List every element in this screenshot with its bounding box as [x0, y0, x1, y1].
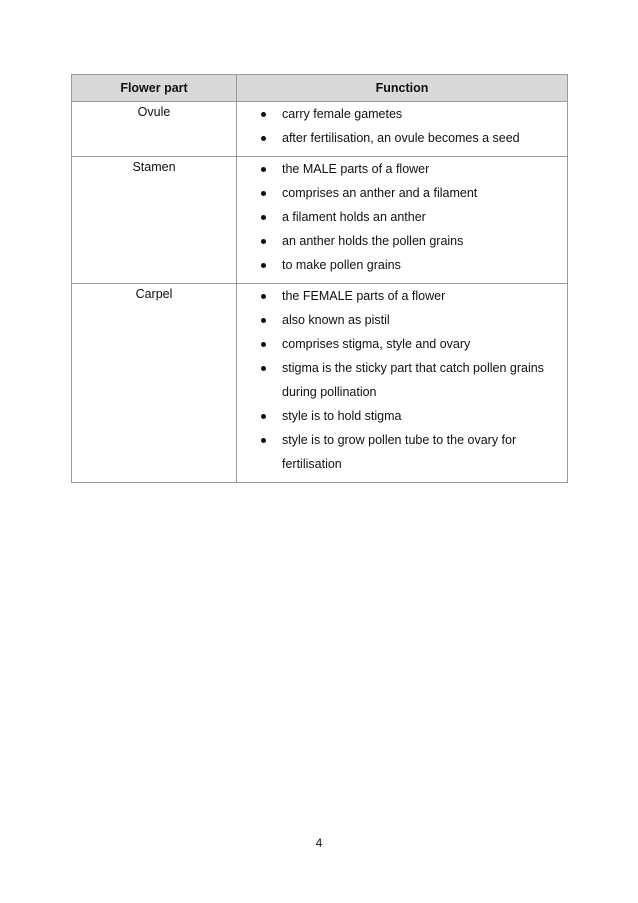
bullet-icon [261, 215, 266, 220]
list-item [261, 181, 559, 205]
bullet-icon [261, 239, 266, 244]
function-list [261, 157, 559, 277]
function-text: style is to hold stigma [282, 409, 402, 423]
list-item [261, 157, 559, 181]
bullet-icon [261, 167, 266, 172]
part-cell: Carpel [72, 284, 237, 483]
list-item [261, 205, 559, 229]
function-text: an anther holds the pollen grains [282, 234, 464, 248]
list-item [261, 308, 559, 332]
page-number: 4 [315, 836, 323, 850]
list-item [261, 284, 559, 308]
table-row [72, 284, 568, 483]
function-list [261, 102, 559, 150]
function-cell [237, 102, 568, 157]
list-item [261, 102, 559, 126]
part-cell: Ovule [72, 102, 237, 157]
function-text: carry female gametes [282, 107, 403, 121]
function-text: comprises an anther and a filament [282, 186, 478, 200]
function-text: style is to grow pollen tube to the ovary for fertilisation [282, 433, 517, 471]
bullet-icon [261, 438, 266, 443]
list-item [261, 253, 559, 277]
function-text: the FEMALE parts of a flower [282, 289, 446, 303]
function-text: after fertilisation, an ovule becomes a seed [282, 131, 520, 145]
bullet-icon [261, 318, 266, 323]
function-text: comprises stigma, style and ovary [282, 337, 471, 351]
bullet-icon [261, 414, 266, 419]
function-text: a filament holds an anther [282, 210, 426, 224]
table-row [72, 102, 568, 157]
function-cell [237, 284, 568, 483]
function-text: also known as pistil [282, 313, 390, 327]
list-item [261, 428, 559, 476]
function-list [261, 284, 559, 476]
bullet-icon [261, 342, 266, 347]
bullet-icon [261, 366, 266, 371]
table-row [72, 157, 568, 284]
list-item [261, 126, 559, 150]
flower-parts-table [71, 74, 568, 483]
header-flower-part: Flower part [72, 75, 237, 102]
list-item [261, 332, 559, 356]
function-text: the MALE parts of a flower [282, 162, 430, 176]
bullet-icon [261, 136, 266, 141]
bullet-icon [261, 112, 266, 117]
list-item [261, 229, 559, 253]
bullet-icon [261, 263, 266, 268]
table-header-row [72, 75, 568, 102]
header-function: Function [237, 75, 568, 102]
list-item [261, 404, 559, 428]
function-cell [237, 157, 568, 284]
function-text: to make pollen grains [282, 258, 401, 272]
list-item [261, 356, 559, 404]
part-cell: Stamen [72, 157, 237, 284]
function-text: stigma is the sticky part that catch pollen grains during pollination [282, 361, 544, 399]
bullet-icon [261, 294, 266, 299]
bullet-icon [261, 191, 266, 196]
